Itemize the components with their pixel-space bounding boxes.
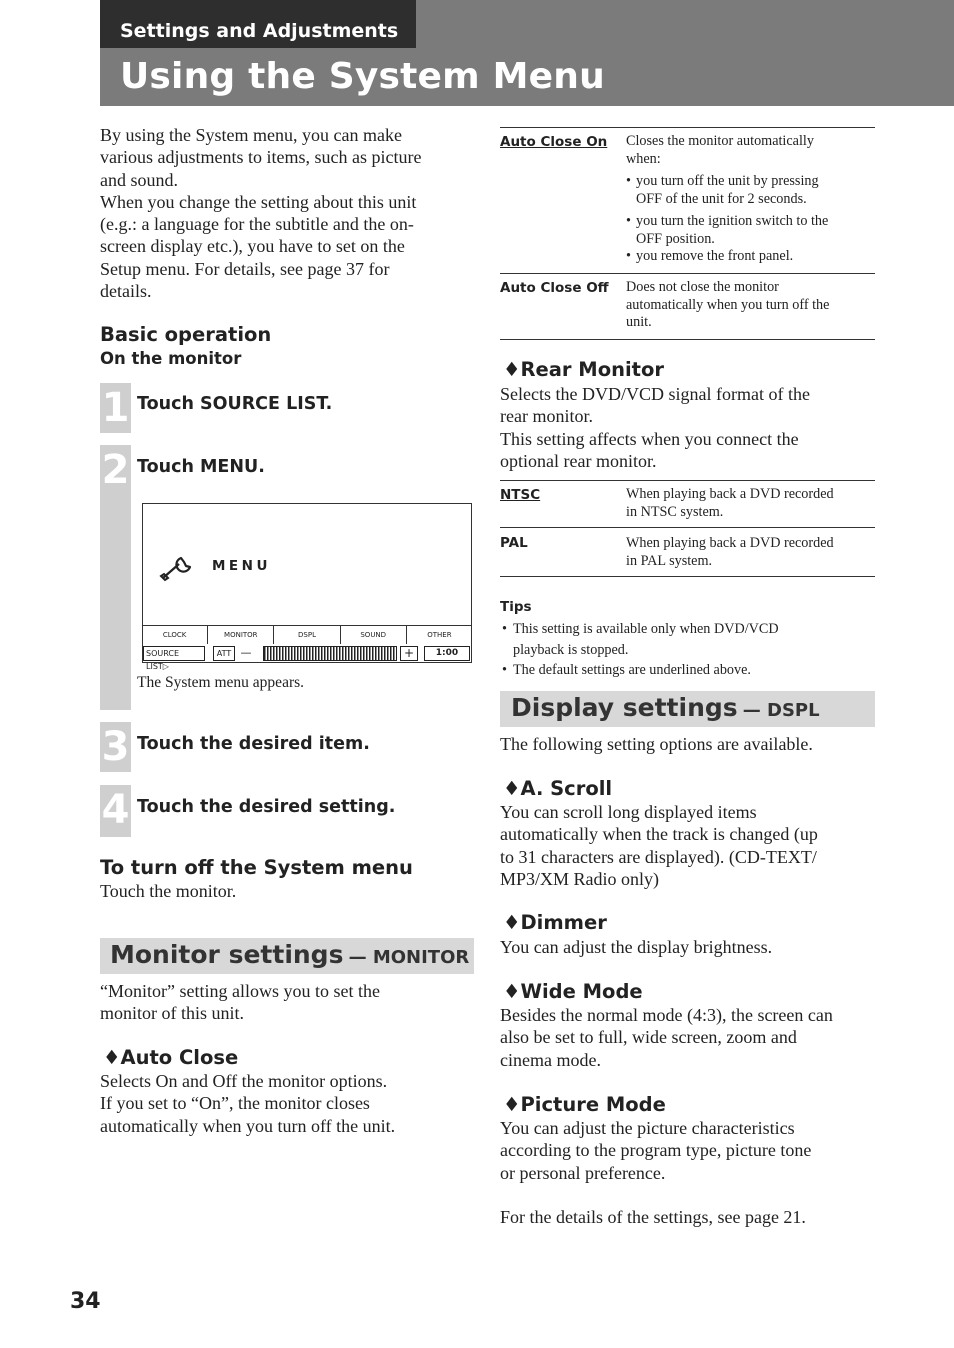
wide-mode-title: Wide Mode: [520, 980, 643, 1003]
section-label: Settings and Adjustments: [120, 20, 399, 42]
att-button[interactable]: ATT: [213, 646, 235, 661]
option-ntsc: NTSC: [500, 487, 541, 503]
bullet-icon: •: [502, 662, 507, 678]
monitor-settings-suffix: — MONITOR: [348, 947, 470, 968]
step-2-bar: [100, 495, 131, 710]
a-scroll-title: A. Scroll: [520, 777, 613, 800]
monitor-settings-desc: [100, 980, 380, 1025]
on-the-monitor-subheading: On the monitor: [100, 349, 242, 368]
table-rule: [500, 527, 875, 528]
picture-mode-line: or personal preference.: [500, 1162, 666, 1183]
bullet-icon: •: [626, 213, 631, 229]
page-title: Using the System Menu: [120, 56, 605, 97]
desc-line: When playing back a DVD recorded: [626, 535, 834, 551]
tips-list: [500, 619, 880, 681]
a-scroll-line: to 31 characters are displayed). (CD-TEXT/: [500, 846, 817, 867]
diamond-icon: ♦: [503, 911, 521, 934]
desc-line: When playing back a DVD recorded: [626, 486, 834, 502]
desc-line: unit.: [626, 314, 652, 330]
intro-line: and sound.: [100, 169, 178, 190]
wide-mode-heading: [503, 980, 643, 1003]
bullet-line: OFF of the unit for 2 seconds.: [636, 190, 807, 207]
display-settings-suffix: — DSPL: [742, 700, 820, 721]
play-icon: ▷: [162, 662, 169, 671]
menu-label: MENU: [212, 558, 271, 574]
step-label-1: Touch SOURCE LIST.: [137, 394, 333, 414]
volume-slider[interactable]: [263, 646, 397, 661]
turn-off-heading: To turn off the System menu: [100, 856, 413, 879]
screen-caption: The System menu appears.: [137, 674, 305, 691]
intro-line: When you change the setting about this unit: [100, 191, 417, 212]
tip-line: The default settings are underlined above.: [513, 662, 751, 678]
step-number-4: 4: [100, 785, 131, 837]
option-auto-close-off: Auto Close Off: [500, 280, 609, 296]
tip-line: playback is stopped.: [513, 641, 629, 658]
monitor-settings-title: Monitor settings: [110, 940, 344, 969]
auto-close-line: If you set to “On”, the monitor closes: [100, 1093, 370, 1114]
table-rule: [500, 273, 875, 274]
intro-line: By using the System menu, you can make: [100, 125, 402, 145]
bullet-icon: •: [626, 173, 631, 189]
intro-line: (e.g.: a language for the subtitle and the on-: [100, 214, 414, 235]
auto-close-title: Auto Close: [120, 1046, 239, 1069]
tab-monitor[interactable]: MONITOR: [208, 626, 274, 644]
table-rule: [500, 480, 875, 481]
option-auto-close-on: Auto Close On: [500, 134, 608, 150]
diamond-icon: ♦: [503, 980, 521, 1003]
auto-close-heading: [103, 1046, 238, 1069]
bullet-item: [626, 173, 876, 208]
rear-monitor-line: This setting affects when you connect the: [500, 428, 799, 449]
rear-monitor-line: optional rear monitor.: [500, 450, 657, 471]
picture-mode-heading: [503, 1093, 666, 1116]
auto-close-off-desc: [626, 279, 876, 332]
ntsc-desc: [626, 486, 876, 521]
desc-line: Does not close the monitor: [626, 279, 779, 295]
wide-mode-line: Besides the normal mode (4:3), the screen can: [500, 1005, 833, 1025]
auto-close-line: automatically when you turn off the unit.: [100, 1115, 396, 1136]
diamond-icon: ♦: [503, 777, 521, 800]
wrench-icon: [157, 550, 199, 587]
step-number-2: 2: [101, 447, 130, 493]
diamond-icon: ♦: [503, 358, 521, 381]
step-label-4: Touch the desired setting.: [137, 797, 396, 817]
intro-paragraph: [100, 124, 480, 302]
picture-mode-line: according to the program type, picture tone: [500, 1140, 812, 1161]
tab-clock[interactable]: CLOCK: [142, 626, 208, 644]
dimmer-title: Dimmer: [520, 911, 607, 934]
display-settings-heading: [511, 693, 820, 722]
rear-monitor-heading: [503, 358, 664, 381]
monitor-settings-heading: [110, 940, 469, 969]
clock-display: 1:00: [424, 646, 470, 661]
control-row: [142, 644, 472, 671]
diamond-icon: ♦: [503, 1093, 521, 1116]
auto-close-line: Selects On and Off the monitor options.: [100, 1071, 388, 1091]
dimmer-text: You can adjust the display brightness.: [500, 937, 773, 957]
desc-line: “Monitor” setting allows you to set the: [100, 981, 380, 1001]
diamond-icon: ♦: [103, 1046, 121, 1069]
a-scroll-line: MP3/XM Radio only): [500, 868, 660, 889]
bullet-item: [626, 213, 876, 248]
wide-mode-line: also be set to full, wide screen, zoom and: [500, 1027, 797, 1048]
desc-line: Closes the monitor automatically: [626, 133, 814, 149]
picture-mode-text: [500, 1117, 880, 1184]
desc-line: in PAL system.: [626, 552, 713, 569]
rear-monitor-text: [500, 383, 880, 472]
page-number: 34: [70, 1289, 101, 1314]
tab-sound[interactable]: SOUND: [341, 626, 407, 644]
a-scroll-heading: [503, 777, 612, 800]
wide-mode-text: [500, 1004, 880, 1071]
picture-mode-line: You can adjust the picture characteristics: [500, 1118, 795, 1138]
tip-line: This setting is available only when DVD/VCD: [513, 621, 779, 637]
bullet-line: you turn the ignition switch to the: [636, 213, 829, 229]
a-scroll-line: You can scroll long displayed items: [500, 802, 757, 822]
bullet-icon: •: [626, 248, 631, 264]
a-scroll-line: automatically when the track is changed (up: [500, 824, 818, 845]
wide-mode-line: cinema mode.: [500, 1049, 601, 1070]
tab-dspl[interactable]: DSPL: [274, 626, 340, 644]
table-rule: [500, 339, 875, 340]
a-scroll-text: [500, 801, 880, 890]
desc-line: in NTSC system.: [626, 503, 724, 520]
bullet-icon: •: [502, 621, 507, 637]
tips-heading: Tips: [500, 599, 532, 615]
intro-line: details.: [100, 281, 152, 302]
table-rule: [500, 576, 875, 577]
tab-other[interactable]: OTHER: [427, 631, 452, 639]
tip-item: [500, 660, 880, 681]
menu-tab-bar: [142, 625, 472, 644]
basic-operation-heading: Basic operation: [100, 323, 272, 346]
turn-off-text: Touch the monitor.: [100, 881, 237, 901]
picture-mode-title: Picture Mode: [520, 1093, 666, 1116]
volume-down-button[interactable]: —: [240, 646, 252, 659]
intro-line: Setup menu. For details, see page 37 for: [100, 258, 390, 279]
bullet-line: you remove the front panel.: [636, 248, 794, 264]
bullet-line: OFF position.: [636, 230, 715, 247]
desc-line: monitor of this unit.: [100, 1003, 244, 1024]
tip-item: [500, 619, 880, 660]
intro-line: screen display etc.), you have to set on the: [100, 236, 405, 257]
dimmer-heading: [503, 911, 607, 934]
auto-close-text: [100, 1070, 395, 1137]
source-list-label: SOURCE LIST: [146, 649, 180, 671]
bullet-line: you turn off the unit by pressing: [636, 173, 819, 189]
desc-line: automatically when you turn off the: [626, 296, 830, 313]
step-number-3: 3: [101, 724, 130, 770]
pal-desc: [626, 535, 876, 570]
intro-line: various adjustments to items, such as picture: [100, 147, 422, 168]
rear-monitor-line: rear monitor.: [500, 406, 593, 427]
rear-monitor-title: Rear Monitor: [520, 358, 664, 381]
bullet-item: [626, 248, 876, 266]
source-list-button[interactable]: [143, 646, 205, 671]
table-rule: [500, 127, 875, 128]
display-settings-footer: For the details of the settings, see page 21.: [500, 1207, 806, 1227]
step-number-1: 1: [101, 385, 130, 431]
auto-close-on-desc: [626, 133, 876, 266]
option-pal: PAL: [500, 535, 528, 551]
desc-line: when:: [626, 150, 661, 167]
rear-monitor-line: Selects the DVD/VCD signal format of the: [500, 384, 810, 404]
volume-up-button[interactable]: +: [400, 646, 418, 661]
step-label-2: Touch MENU.: [137, 457, 265, 477]
step-label-3: Touch the desired item.: [137, 734, 370, 754]
display-settings-desc: The following setting options are available.: [500, 734, 813, 754]
display-settings-title: Display settings: [511, 693, 738, 722]
